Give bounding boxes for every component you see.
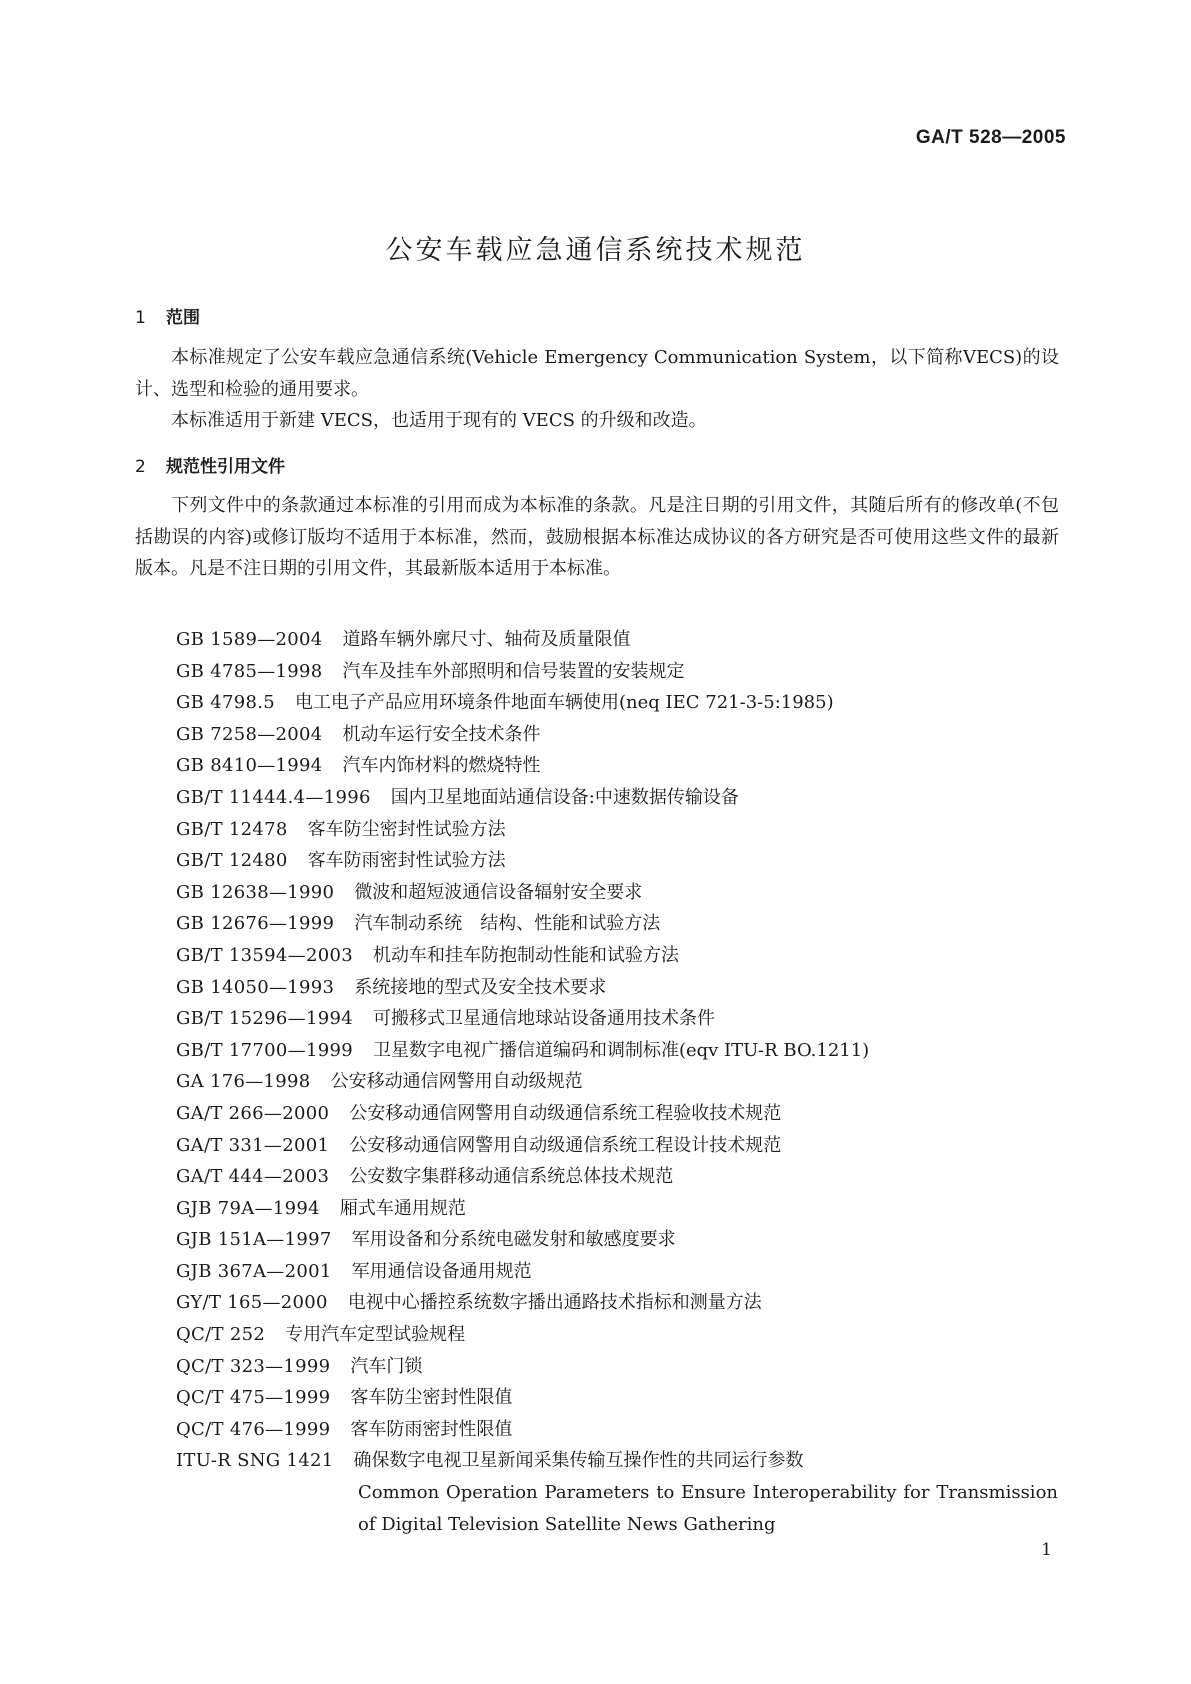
reference-code: GA/T 266—2000 (176, 1102, 330, 1124)
reference-item (176, 877, 1066, 909)
reference-title: 客车防尘密封性试验方法 (307, 818, 506, 840)
reference-title: 电视中心播控系统数字播出通路技术指标和测量方法 (347, 1292, 762, 1314)
reference-title: 厢式车通用规范 (339, 1197, 466, 1219)
reference-code: QC/T 476—1999 (176, 1418, 331, 1440)
reference-title: 公安移动通信网警用自动级通信系统工程验收技术规范 (349, 1102, 782, 1124)
reference-title: 卫星数字电视广播信道编码和调制标准(eqv ITU-R BO.1211) (372, 1039, 870, 1061)
document-title: 公安车载应急通信系统技术规范 (385, 235, 806, 266)
section-title: 范围 (166, 308, 200, 328)
reference-title: 专用汽车定型试验规程 (285, 1324, 466, 1346)
reference-title: 军用设备和分系统电磁发射和敏感度要求 (351, 1229, 676, 1251)
paragraph: 下列文件中的条款通过本标准的引用而成为本标准的条款。凡是注日期的引用文件，其随后所有的修改单(不包括勘误的内容)或修订版均不适用于本标准，然而，鼓励根据本标准达成协议的各方研究是否可使用这些文件的最新版本。凡是不注日期的引用文件，其最新版本适用于本标准。 (135, 495, 1059, 579)
reference-item (176, 782, 1066, 814)
reference-title: 国内卫星地面站通信设备:中速数据传输设备 (390, 786, 739, 808)
english-title-line: Common Operation Parameters to Ensure Interoperability for Transmission (358, 1482, 1058, 1503)
reference-title: 军用通信设备通用规范 (351, 1260, 532, 1282)
reference-item (176, 1193, 1066, 1225)
reference-title: 汽车及挂车外部照明和信号装置的安装规定 (342, 660, 685, 682)
reference-code: GA/T 444—2003 (176, 1166, 330, 1188)
reference-title: 电工电子产品应用环境条件地面车辆使用(neq IEC 721-3-5:1985) (295, 692, 834, 714)
reference-code: GA/T 331—2001 (176, 1134, 330, 1156)
reference-title: 客车防雨密封性限值 (350, 1418, 513, 1440)
section-1-heading (135, 303, 200, 328)
standard-code: GA/T 528—2005 (915, 127, 1066, 148)
english-title-line: of Digital Television Satellite News Gathering (358, 1513, 776, 1535)
paragraph: 本标准规定了公安车载应急通信系统(Vehicle Emergency Communication System，以下简称VECS)的设计、选型和检验的通用要求。 (135, 347, 1059, 400)
reference-code: GB/T 17700—1999 (176, 1039, 353, 1061)
reference-code: GB 14050—1993 (176, 976, 335, 998)
reference-item (176, 624, 1066, 656)
reference-code: GY/T 165—2000 (176, 1292, 328, 1314)
reference-code: QC/T 323—1999 (176, 1355, 331, 1377)
reference-item (176, 750, 1066, 782)
reference-title: 机动车运行安全技术条件 (342, 723, 541, 745)
section-title: 规范性引用文件 (166, 457, 285, 477)
reference-code: GB/T 12480 (176, 850, 288, 872)
reference-item (176, 1035, 1066, 1067)
reference-item (176, 1130, 1066, 1162)
reference-item (176, 940, 1066, 972)
reference-title: 系统接地的型式及安全技术要求 (354, 976, 607, 998)
reference-item (176, 814, 1066, 846)
reference-code: GB 1589—2004 (176, 629, 323, 650)
reference-title: 微波和超短波通信设备辐射安全要求 (354, 881, 643, 903)
section-2-heading (135, 452, 285, 477)
reference-code: GJB 367A—2001 (176, 1260, 332, 1282)
reference-code: QC/T 475—1999 (176, 1387, 331, 1409)
reference-item (176, 687, 1066, 719)
reference-code: GJB 151A—1997 (176, 1229, 332, 1251)
section-number: 2 (135, 457, 146, 477)
reference-title: 客车防雨密封性试验方法 (307, 850, 506, 872)
reference-item (176, 845, 1066, 877)
reference-code: GB 7258—2004 (176, 723, 323, 745)
reference-code: GB 12638—1990 (176, 881, 335, 903)
reference-title: 汽车门锁 (350, 1355, 423, 1377)
reference-item (176, 1161, 1066, 1193)
reference-code: GB 4798.5 (176, 692, 276, 714)
reference-code: GB/T 12478 (176, 818, 288, 840)
section-1-body (135, 342, 1059, 437)
reference-code: GB/T 13594—2003 (176, 944, 353, 966)
page-number: 1 (1041, 1540, 1052, 1560)
reference-item (176, 656, 1066, 688)
reference-title: 道路车辆外廓尺寸、轴荷及质量限值 (342, 629, 631, 650)
reference-code: QC/T 252 (176, 1324, 266, 1346)
reference-title: 确保数字电视卫星新闻采集传输互操作性的共同运行参数 (353, 1450, 804, 1472)
reference-item (176, 1256, 1066, 1288)
reference-item (176, 1414, 1066, 1446)
reference-item (176, 1066, 1066, 1098)
reference-item (176, 1445, 1066, 1477)
reference-title: 汽车制动系统 结构、性能和试验方法 (354, 913, 661, 935)
reference-title: 公安移动通信网警用自动级通信系统工程设计技术规范 (349, 1134, 782, 1156)
reference-code: GJB 79A—1994 (176, 1197, 320, 1219)
reference-title: 汽车内饰材料的燃烧特性 (342, 755, 541, 777)
reference-code: GB 12676—1999 (176, 913, 335, 935)
reference-title: 可搬移式卫星通信地球站设备通用技术条件 (372, 1008, 715, 1030)
reference-title: 客车防尘密封性限值 (350, 1387, 513, 1409)
reference-item (176, 972, 1066, 1004)
paragraph: 本标准适用于新建 VECS，也适用于现有的 VECS 的升级和改造。 (171, 410, 707, 431)
reference-item (176, 1287, 1066, 1319)
reference-english-title (358, 1477, 1058, 1540)
normative-reference-list (176, 624, 1066, 1477)
reference-item (176, 719, 1066, 751)
reference-code: GB/T 15296—1994 (176, 1008, 353, 1030)
reference-title: 机动车和挂车防抱制动性能和试验方法 (372, 944, 679, 966)
reference-code: GB/T 11444.4—1996 (176, 786, 371, 808)
reference-item (176, 1351, 1066, 1383)
reference-item (176, 1003, 1066, 1035)
reference-code: GB 8410—1994 (176, 755, 323, 777)
reference-item (176, 1382, 1066, 1414)
reference-code: GA 176—1998 (176, 1071, 311, 1093)
reference-code: ITU-R SNG 1421 (176, 1450, 334, 1472)
reference-item (176, 1098, 1066, 1130)
reference-item (176, 908, 1066, 940)
section-2-body (135, 490, 1059, 585)
reference-title: 公安移动通信网警用自动级规范 (330, 1071, 583, 1093)
reference-code: GB 4785—1998 (176, 660, 323, 682)
reference-item (176, 1224, 1066, 1256)
reference-title: 公安数字集群移动通信系统总体技术规范 (349, 1166, 674, 1188)
reference-item (176, 1319, 1066, 1351)
section-number: 1 (135, 308, 146, 328)
